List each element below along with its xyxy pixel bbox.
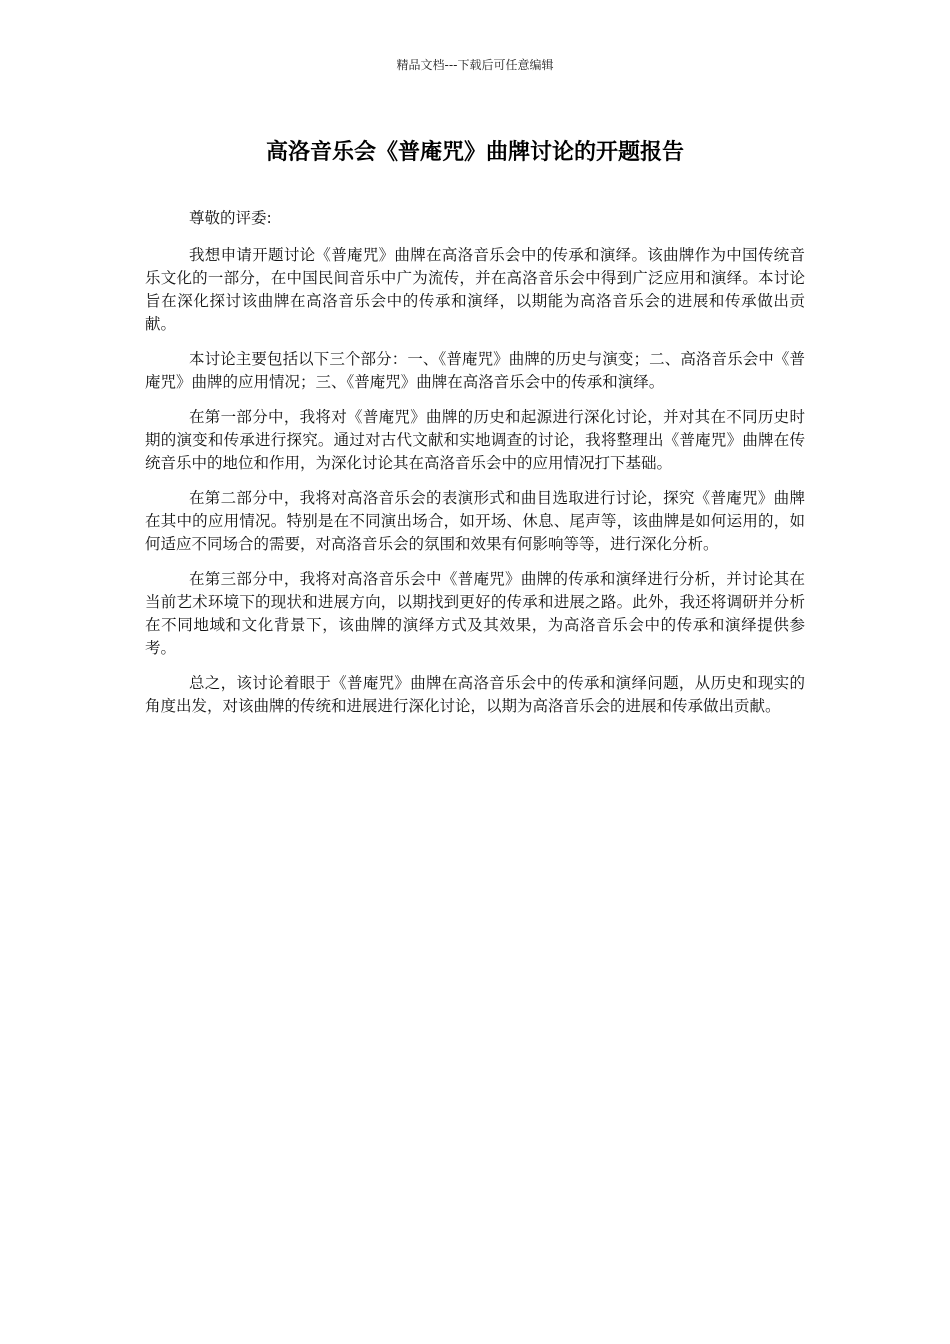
page-header: 精品文档---下载后可任意编辑 — [396, 58, 554, 72]
paragraph-part-one: 在第一部分中，我将对《普庵咒》曲牌的历史和起源进行深化讨论，并对其在不同历史时期的演变和传承进行探究。通过对古代文献和实地调查的讨论，我将整理出《普庵咒》曲牌在传统音乐中的地位和作用，为深化讨论其在高洛音乐会中的应用情况打下基础。 — [145, 408, 805, 472]
document-body — [145, 207, 805, 730]
document-title: 高洛音乐会《普庵咒》曲牌讨论的开题报告 — [265, 140, 684, 165]
paragraph-part-three: 在第三部分中，我将对高洛音乐会中《普庵咒》曲牌的传承和演绎进行分析，并讨论其在当前艺术环境下的现状和进展方向，以期找到更好的传承和进展之路。此外，我还将调研并分析在不同地域和文化背景下，该曲牌的演绎方式及其效果，为高洛音乐会中的传承和演绎提供参考。 — [145, 570, 805, 657]
paragraph-intro: 我想申请开题讨论《普庵咒》曲牌在高洛音乐会中的传承和演绎。该曲牌作为中国传统音乐文化的一部分，在中国民间音乐中广为流传，并在高洛音乐会中得到广泛应用和演绎。本讨论旨在深化探讨该曲牌在高洛音乐会中的传承和演绎，以期能为高洛音乐会的进展和传承做出贡献。 — [145, 246, 805, 333]
paragraph-conclusion: 总之，该讨论着眼于《普庵咒》曲牌在高洛音乐会中的传承和演绎问题，从历史和现实的角度出发，对该曲牌的传统和进展进行深化讨论，以期为高洛音乐会的进展和传承做出贡献。 — [145, 674, 805, 715]
paragraph-outline: 本讨论主要包括以下三个部分：一、《普庵咒》曲牌的历史与演变；二、高洛音乐会中《普庵咒》曲牌的应用情况；三、《普庵咒》曲牌在高洛音乐会中的传承和演绎。 — [145, 350, 805, 391]
salutation: 尊敬的评委: — [189, 209, 272, 227]
paragraph-part-two: 在第二部分中，我将对高洛音乐会的表演形式和曲目选取进行讨论，探究《普庵咒》曲牌在其中的应用情况。特别是在不同演出场合，如开场、休息、尾声等，该曲牌是如何运用的，如何适应不同场合的需要，对高洛音乐会的氛围和效果有何影响等等，进行深化分析。 — [145, 489, 805, 553]
